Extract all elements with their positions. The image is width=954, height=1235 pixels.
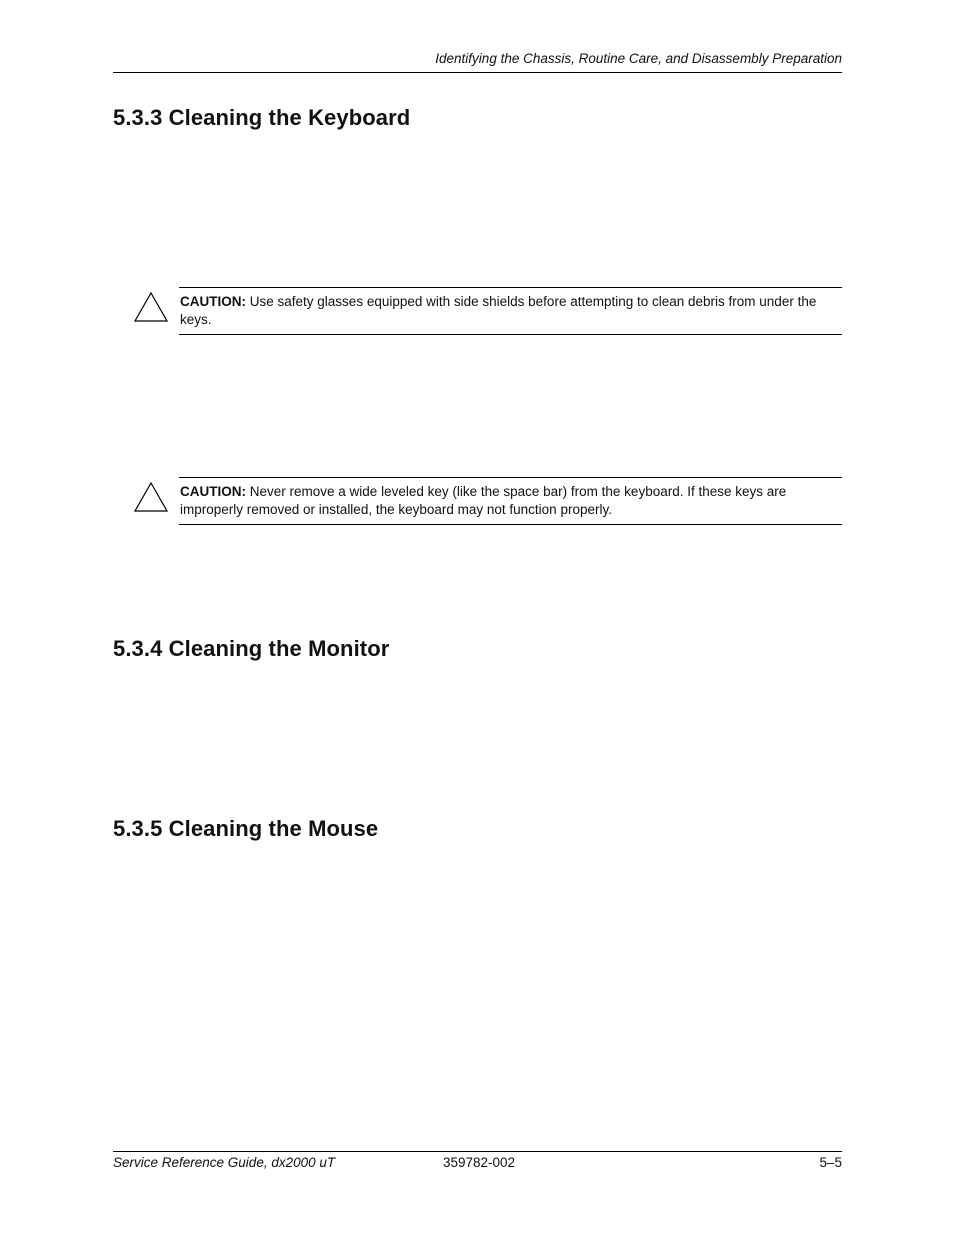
caution-2 [180, 483, 820, 518]
warning-triangle-icon [134, 482, 168, 512]
warning-triangle-icon [134, 292, 168, 322]
section-heading-mouse: 5.3.5 Cleaning the Mouse [113, 816, 379, 841]
caution-2-bottom-rule [179, 524, 842, 525]
running-header: Identifying the Chassis, Routine Care, and Disassembly Preparation [435, 51, 842, 66]
footer-part-number: 359782-002 [443, 1155, 516, 1170]
footer-page-number: 5–5 [819, 1155, 842, 1170]
caution-2-top-rule [179, 477, 842, 478]
caution-2-text: Never remove a wide leveled key (like the space bar) from the keyboard. If these keys are improperly removed or installed, the keyboard may not function properly. [180, 484, 787, 517]
section-heading-monitor: 5.3.4 Cleaning the Monitor [113, 636, 390, 661]
section-heading-keyboard: 5.3.3 Cleaning the Keyboard [113, 105, 411, 130]
footer-guide-title: Service Reference Guide, dx2000 uT [113, 1155, 336, 1170]
caution-1 [180, 293, 820, 328]
caution-1-text: Use safety glasses equipped with side shields before attempting to clean debris from under the keys. [180, 294, 817, 327]
footer-rule [113, 1151, 842, 1152]
caution-1-bottom-rule [179, 334, 842, 335]
caution-1-top-rule [179, 287, 842, 288]
caution-2-label: CAUTION: [180, 484, 246, 499]
header-rule [113, 72, 842, 73]
caution-1-label: CAUTION: [180, 294, 246, 309]
